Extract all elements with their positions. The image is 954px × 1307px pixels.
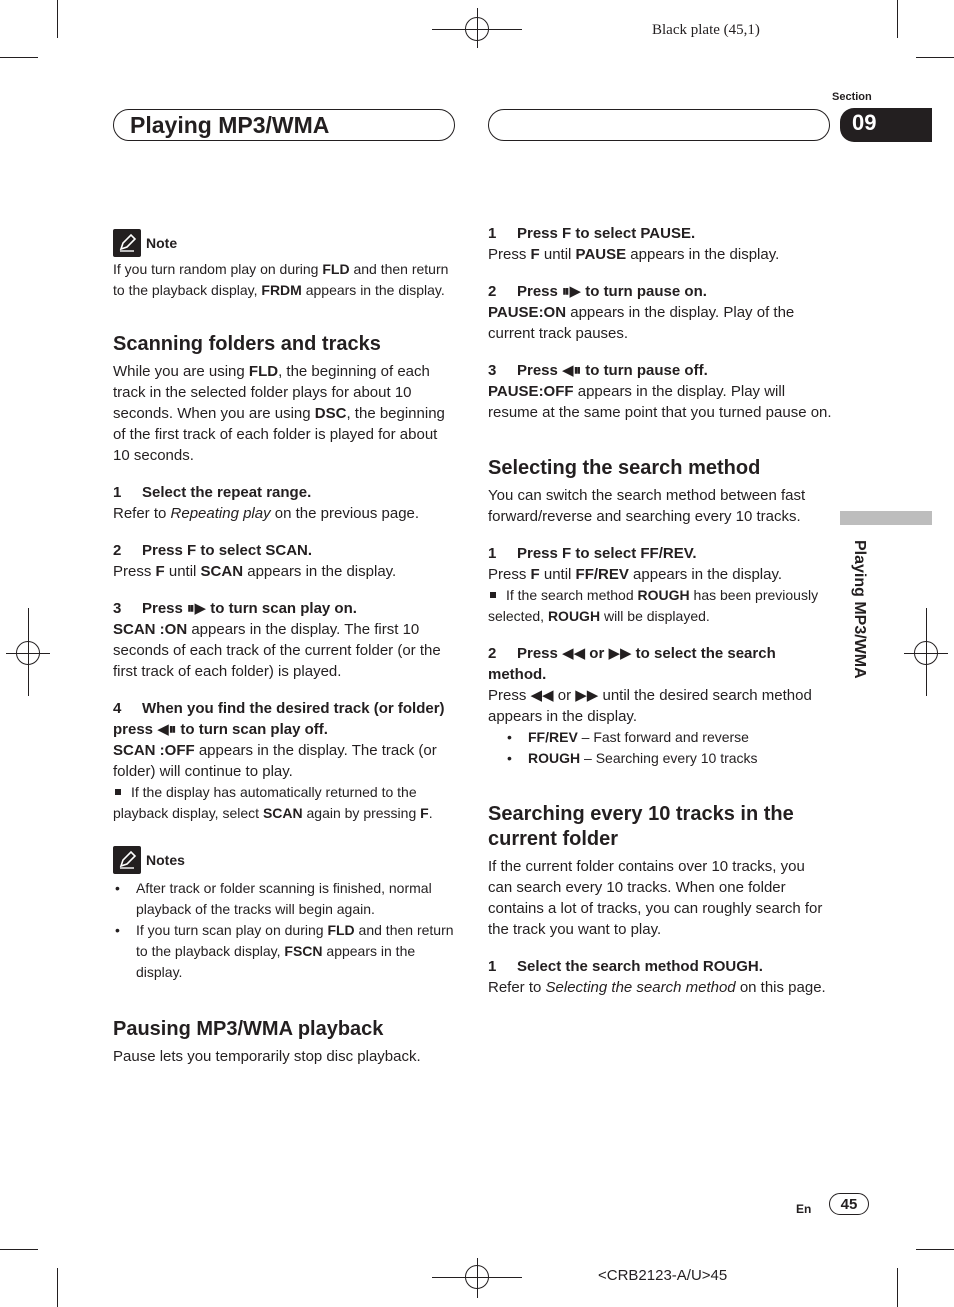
- right-column: [488, 223, 833, 998]
- every-10-step-1-title: 1 Select the search method ROUGH.: [488, 958, 763, 975]
- search-option-ffrev: • FF/REV – Fast forward and reverse: [505, 727, 833, 748]
- side-tab-label: Playing MP3/WMA: [851, 540, 868, 679]
- pausing-intro: Pause lets you temporarily stop disc playback.: [113, 1048, 421, 1065]
- search-method-intro: You can switch the search method between fast forward/reverse and searching every 10 tracks.: [488, 487, 806, 525]
- notes-heading: [113, 846, 458, 874]
- section-label: Section: [832, 91, 872, 103]
- scan-step-2-text: Press F until SCAN appears in the display.: [113, 563, 397, 580]
- pause-step-3-text: PAUSE:OFF appears in the display. Play will resume at the same point that you turned pause on.: [488, 383, 832, 421]
- scan-step-1-text: Refer to Repeating play on the previous page.: [113, 505, 420, 522]
- side-tab-bar: [840, 511, 932, 525]
- search-step-2-title: 2 Press ◀◀ or ▶▶ to select the search method.: [488, 645, 776, 683]
- header-pill-blank: [488, 109, 830, 141]
- pencil-icon: [113, 846, 141, 874]
- pausing-heading: Pausing MP3/WMA playback: [113, 1018, 384, 1040]
- pause-step-1-text: Press F until PAUSE appears in the display.: [488, 246, 780, 263]
- search-option-rough: • ROUGH – Searching every 10 tracks: [505, 748, 833, 769]
- pencil-icon: [113, 229, 141, 257]
- notes-box: [113, 846, 458, 983]
- scan-step-4-text: SCAN :OFF appears in the display. The track (or folder) will continue to play.: [113, 742, 437, 780]
- section-number: 09: [840, 108, 932, 142]
- plate-label: Black plate (45,1): [652, 22, 760, 38]
- square-bullet-icon: [115, 789, 121, 795]
- pause-step-1-title: 1 Press F to select PAUSE.: [488, 225, 696, 242]
- pause-step-2-text: PAUSE:ON appears in the display. Play of the current track pauses.: [488, 304, 795, 342]
- note-heading: [113, 229, 458, 257]
- document-code: <CRB2123-A/U>45: [598, 1267, 728, 1284]
- language-label: En: [796, 1202, 812, 1216]
- scan-step-1-title: 1 Select the repeat range.: [113, 484, 312, 501]
- search-step-2-text: Press ◀◀ or ▶▶ until the desired search method appears in the display.: [488, 687, 812, 725]
- scan-step-3-text: SCAN :ON appears in the display. The first 10 seconds of each track of the current folder (or the first track of each folder) is played.: [113, 621, 441, 680]
- scanning-intro: While you are using FLD, the beginning of each track in the selected folder plays for about 10 seconds. When you are using DSC, the beginning of the first track of each folder is played for about 10 seconds.: [113, 363, 445, 464]
- square-bullet-icon: [490, 592, 496, 598]
- notes-heading-label: Notes: [146, 852, 185, 868]
- notes-item-2: • If you turn scan play on during FLD and then return to the playback display, FSCN appears in the display.: [113, 920, 458, 983]
- scan-step-4-title: 4 When you find the desired track (or folder) press ◀⏸ to turn scan play off.: [113, 700, 445, 738]
- pause-step-2-title: 2 Press ⏸▶ to turn pause on.: [488, 283, 707, 300]
- every-10-intro: If the current folder contains over 10 tracks, you can search every 10 tracks. When one folder contains a lot of tracks, you can roughly search for the track you want to play.: [488, 858, 823, 938]
- search-step-1-note: If the search method ROUGH has been previously selected, ROUGH will be displayed.: [488, 587, 819, 624]
- left-column: [113, 229, 458, 1067]
- page-number: 45: [829, 1193, 869, 1215]
- search-step-1-title: 1 Press F to select FF/REV.: [488, 545, 697, 562]
- search-method-heading: Selecting the search method: [488, 457, 761, 479]
- notes-list: [113, 878, 458, 983]
- note-box: [113, 229, 458, 301]
- every-10-step-1-text: Refer to Selecting the search method on this page.: [488, 979, 826, 996]
- scanning-heading: Scanning folders and tracks: [113, 333, 381, 355]
- scan-step-4-note: If the display has automatically returned to the playback display, select SCAN again by pressing F.: [113, 784, 433, 821]
- chapter-title-pill: [113, 109, 455, 141]
- chapter-title: Playing MP3/WMA: [130, 112, 330, 138]
- notes-item-1: • After track or folder scanning is finished, normal playback of the tracks will begin again.: [113, 878, 458, 920]
- search-options-list: [488, 727, 833, 769]
- note-text: If you turn random play on during FLD and then return to the playback display, FRDM appears in the display.: [113, 261, 449, 298]
- note-heading-label: Note: [146, 235, 178, 251]
- every-10-heading: Searching every 10 tracks in the current folder: [488, 803, 794, 850]
- scan-step-2-title: 2 Press F to select SCAN.: [113, 542, 313, 559]
- scan-step-3-title: 3 Press ⏸▶ to turn scan play on.: [113, 600, 357, 617]
- pause-step-3-title: 3 Press ◀⏸ to turn pause off.: [488, 362, 708, 379]
- search-step-1-text: Press F until FF/REV appears in the display.: [488, 566, 783, 583]
